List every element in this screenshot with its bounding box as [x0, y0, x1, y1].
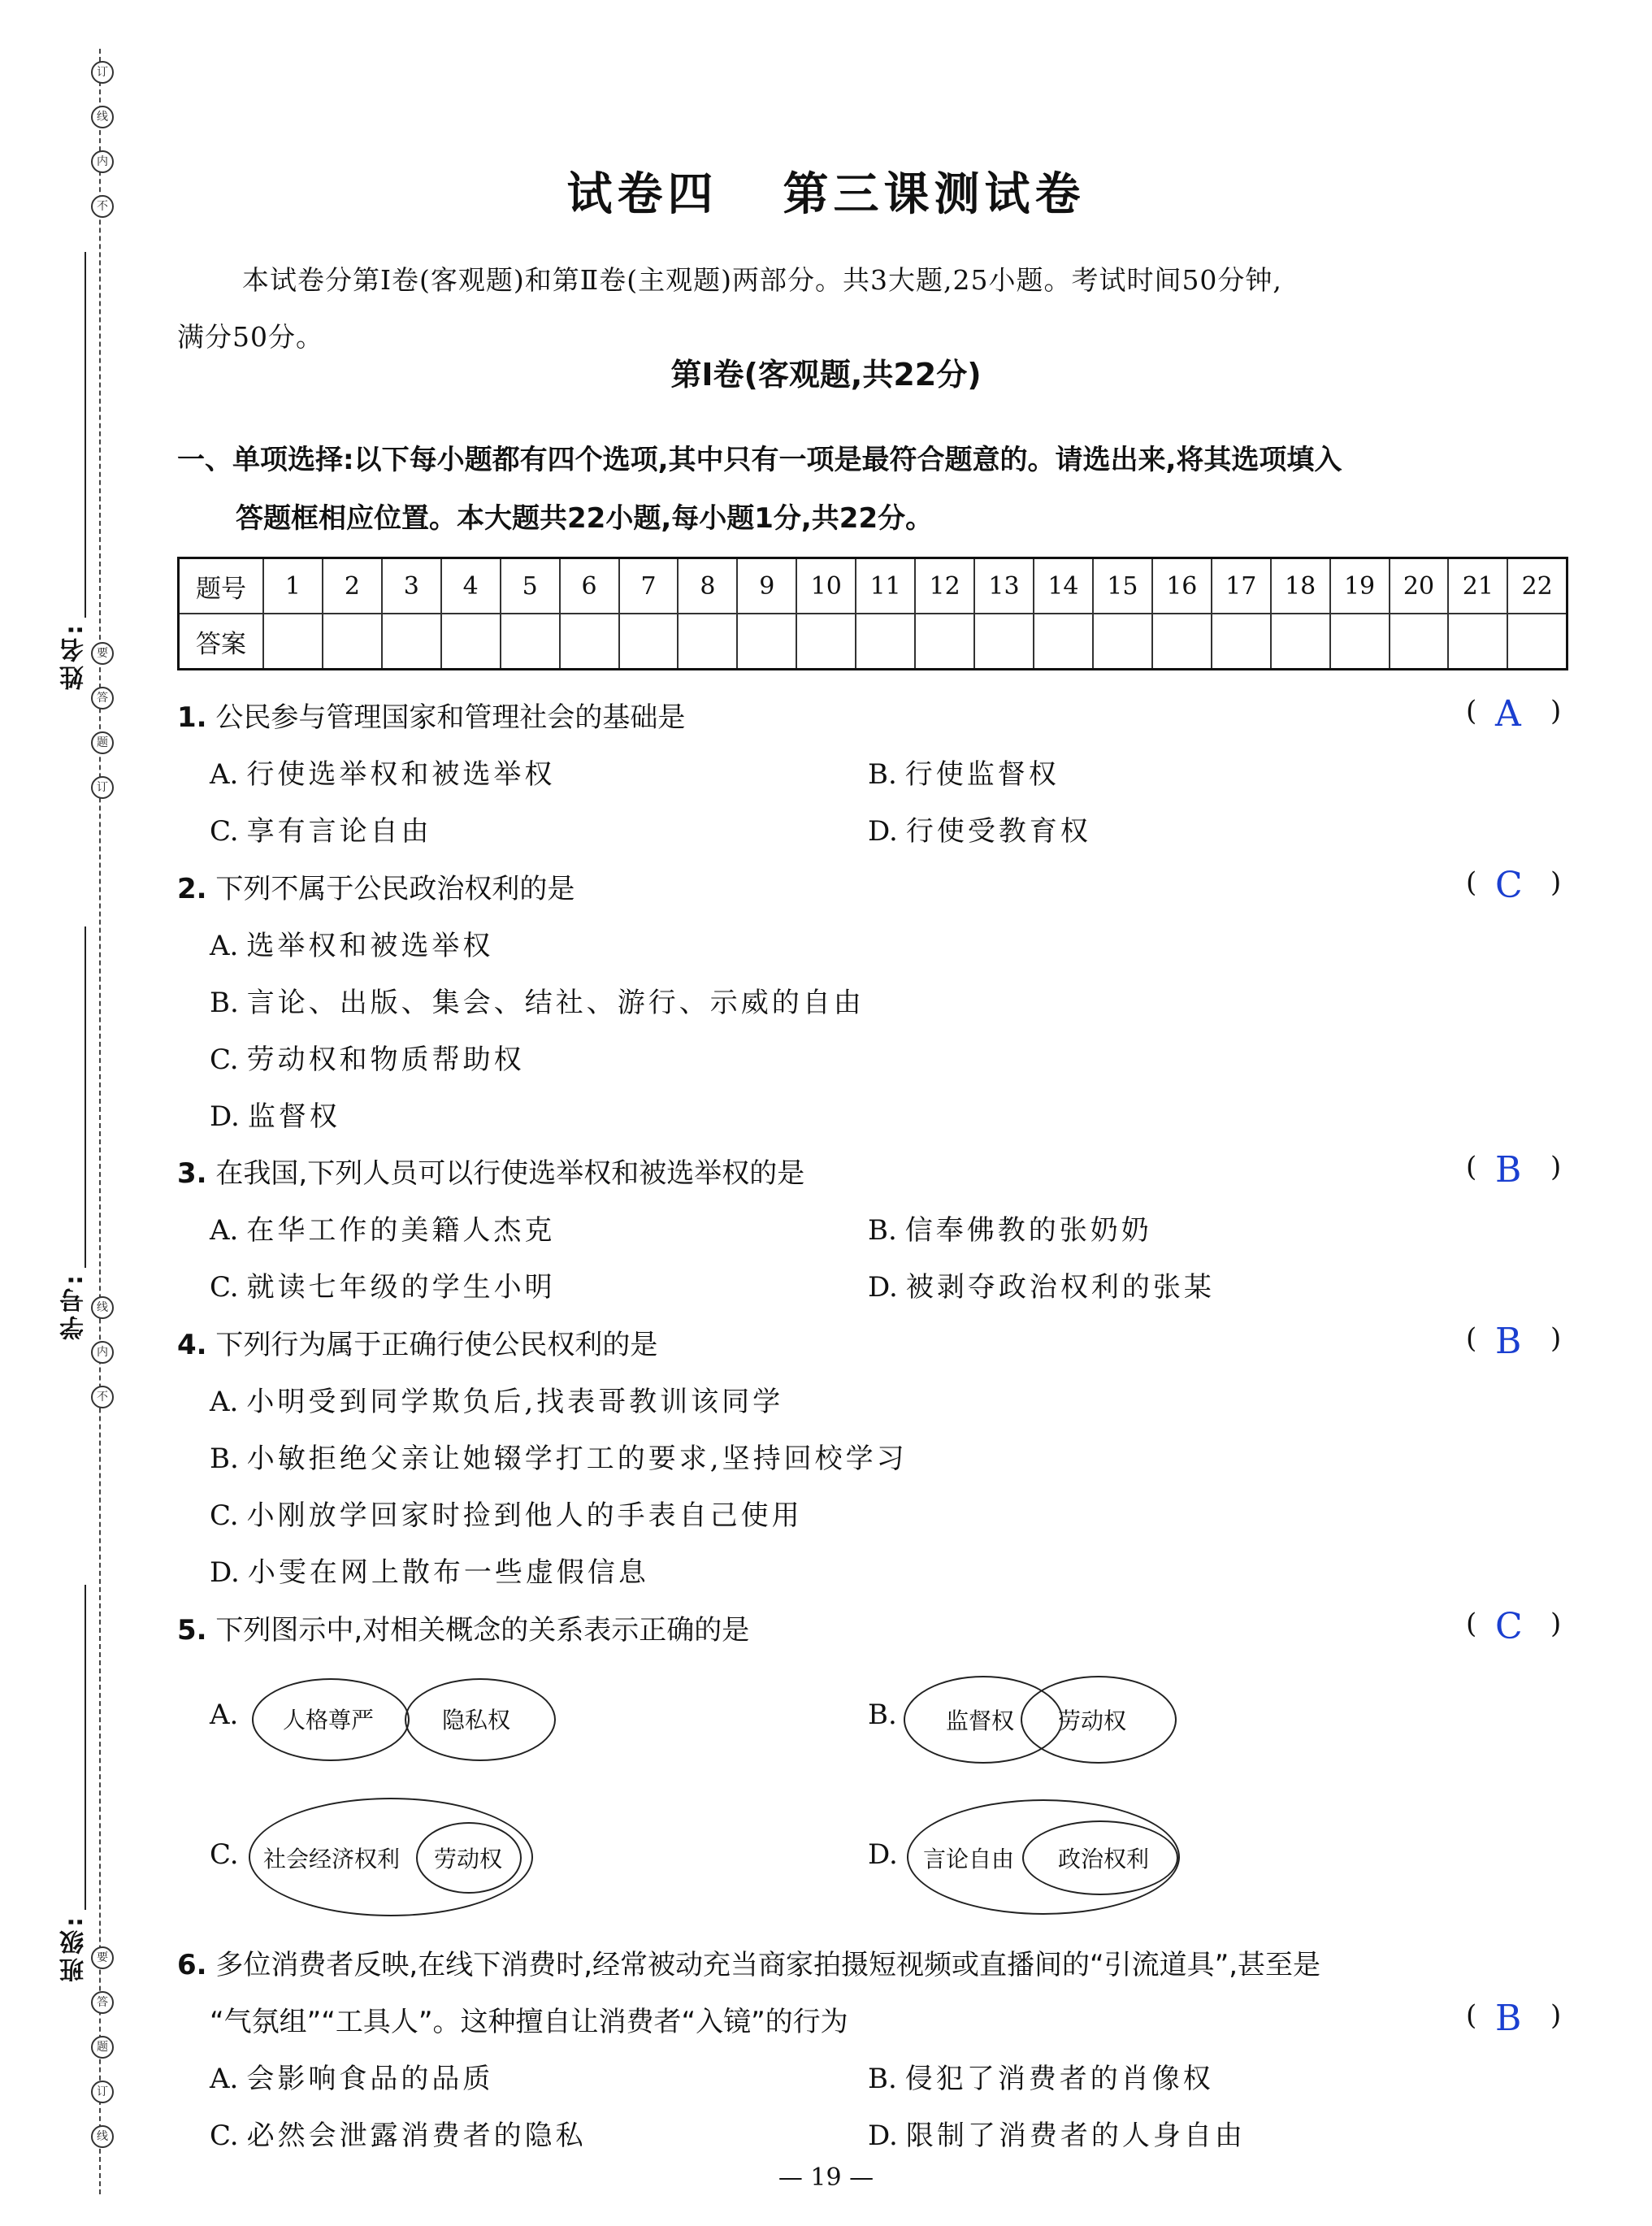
question-number-cell: 20 [1390, 558, 1449, 614]
q2-option-a: A. 选举权和被选举权 [210, 930, 494, 962]
seal-mark: 订 [91, 2081, 114, 2103]
q5-option-c-key: C. [210, 1838, 239, 1871]
title-left: 试卷四 [566, 167, 718, 221]
q5-c-outer-label: 社会经济权利 [263, 1846, 401, 1872]
q2-option-b: B. 言论、出版、集会、结社、游行、示威的自由 [210, 987, 865, 1019]
q5-option-b-key: B. [868, 1699, 897, 1731]
answer-5: C [1495, 1606, 1523, 1647]
q1-option-c: C. 享有言论自由 [210, 815, 432, 848]
q3-option-c: C. 就读七年级的学生小明 [210, 1271, 556, 1304]
answer-cell[interactable] [441, 614, 501, 670]
q5-c-inner-label: 劳动权 [434, 1846, 503, 1872]
q6-option-c: C. 必然会泄露消费者的隐私 [210, 2120, 587, 2152]
seal-mark: 内 [91, 150, 114, 173]
question-number-cell: 7 [619, 558, 679, 614]
question-6-stem-line-1: 多位消费者反映,在线下消费时,经常被动充当商家拍摄短视频或直播间的“引流道具”,甚至是 [215, 1949, 1321, 1981]
section1-line-1: 一、单项选择:以下每小题都有四个选项,其中只有一项是最符合题意的。请选出来,将其选项填入 [177, 444, 1342, 476]
answer-cell[interactable] [1212, 614, 1271, 670]
intro-line-2: 满分50分。 [177, 321, 323, 353]
question-number-cell: 2 [323, 558, 382, 614]
answer-header: 答案 [179, 614, 264, 670]
q3-option-d: D. 被剥夺政治权利的张某 [868, 1271, 1215, 1304]
id-blank-line [85, 926, 86, 1268]
q3-option-b: B. 信奉佛教的张奶奶 [868, 1214, 1152, 1247]
answer-cell[interactable] [856, 614, 915, 670]
q4-option-a: A. 小明受到同学欺负后,找表哥教训该同学 [210, 1386, 784, 1418]
question-number-cell: 14 [1034, 558, 1093, 614]
answer-cell[interactable] [501, 614, 560, 670]
seal-mark: 不 [91, 195, 114, 218]
answer-cell[interactable] [1093, 614, 1152, 670]
answer-cell[interactable] [560, 614, 619, 670]
section1-line-2: 答题框相应位置。本大题共22小题,每小题1分,共22分。 [236, 502, 934, 535]
question-number-cell: 15 [1093, 558, 1152, 614]
q5-b-right-label: 劳动权 [1058, 1707, 1127, 1734]
question-3-stem: 在我国,下列人员可以行使选举权和被选举权的是 [215, 1157, 805, 1190]
answer-cell[interactable] [1152, 614, 1212, 670]
question-number-cell: 19 [1330, 558, 1390, 614]
question-3: 3. 在我国,下列人员可以行使选举权和被选举权的是 [177, 1157, 805, 1190]
question-number-cell: 3 [382, 558, 441, 614]
q4-option-c: C. 小刚放学回家时捡到他人的手表自己使用 [210, 1499, 803, 1532]
page-title [0, 158, 1652, 223]
q1-option-d: D. 行使受教育权 [868, 815, 1091, 848]
q1-option-b: B. 行使监督权 [868, 758, 1060, 791]
seal-mark: 内 [91, 1341, 114, 1364]
question-2-stem: 下列不属于公民政治权利的是 [215, 873, 575, 905]
question-number-cell: 12 [915, 558, 974, 614]
q6-option-d: D. 限制了消费者的人身自由 [868, 2120, 1246, 2152]
q5-d-inner-label: 政治权利 [1058, 1846, 1150, 1872]
q5-option-a-key: A. [210, 1699, 239, 1731]
question-number-cell: 13 [974, 558, 1034, 614]
answer-cell[interactable] [323, 614, 382, 670]
q6-option-a: A. 会影响食品的品质 [210, 2063, 494, 2095]
q1-option-a: A. 行使选举权和被选举权 [210, 758, 556, 791]
part1-title: 第Ⅰ卷(客观题,共22分) [670, 357, 982, 393]
answer-cell[interactable] [678, 614, 737, 670]
q5-a-right-label: 隐私权 [442, 1707, 511, 1734]
q5-d-outer-label: 言论自由 [923, 1846, 1015, 1872]
intro-line-1: 本试卷分第Ⅰ卷(客观题)和第Ⅱ卷(主观题)两部分。共3大题,25小题。考试时间50分钟, [242, 264, 1282, 296]
answer-table-answer-row [179, 614, 1567, 670]
answer-cell[interactable] [796, 614, 856, 670]
answer-2: C [1495, 865, 1523, 906]
q5-a-left-label: 人格尊严 [283, 1707, 375, 1734]
answer-cell[interactable] [1271, 614, 1330, 670]
question-5-stem: 下列图示中,对相关概念的关系表示正确的是 [215, 1614, 750, 1647]
question-number-cell: 16 [1152, 558, 1212, 614]
question-number-cell: 21 [1448, 558, 1507, 614]
seal-mark: 线 [91, 106, 114, 128]
seal-mark: 订 [91, 776, 114, 799]
q5-option-d-key: D. [868, 1838, 898, 1871]
question-4-stem: 下列行为属于正确行使公民权利的是 [215, 1329, 658, 1361]
seal-mark: 不 [91, 1386, 114, 1408]
question-6-stem-line-2: “气氛组”“工具人”。这种擅自让消费者“入镜”的行为 [210, 2006, 848, 2038]
answer-paren-4: ( B ) [1466, 1321, 1562, 1362]
number-header: 题号 [179, 558, 264, 614]
question-number-cell: 8 [678, 558, 737, 614]
question-number-cell: 6 [560, 558, 619, 614]
question-number-cell: 10 [796, 558, 856, 614]
question-number-cell: 1 [263, 558, 323, 614]
seal-mark: 线 [91, 1296, 114, 1319]
answer-paren-1: ( A ) [1466, 693, 1562, 735]
q3-option-a: A. 在华工作的美籍人杰克 [210, 1214, 556, 1247]
answer-cell[interactable] [1330, 614, 1390, 670]
page-number: — 19 — [778, 2163, 874, 2192]
answer-1: A [1495, 693, 1521, 735]
answer-cell[interactable] [619, 614, 679, 670]
seal-mark: 题 [91, 2036, 114, 2059]
answer-table-number-row [179, 558, 1567, 614]
question-number-cell: 5 [501, 558, 560, 614]
question-number-cell: 11 [856, 558, 915, 614]
question-number-cell: 4 [441, 558, 501, 614]
title-right: 第三课测试卷 [783, 167, 1086, 221]
seal-mark: 答 [91, 687, 114, 709]
answer-cell[interactable] [1448, 614, 1507, 670]
answer-paren-5: ( C ) [1466, 1606, 1562, 1647]
answer-cell[interactable] [1390, 614, 1449, 670]
question-5: 5. 下列图示中,对相关概念的关系表示正确的是 [177, 1614, 750, 1647]
seal-mark: 订 [91, 61, 114, 84]
answer-cell[interactable] [1507, 614, 1567, 670]
answer-cell[interactable] [263, 614, 323, 670]
answer-paren-3: ( B ) [1466, 1149, 1562, 1191]
section1-instructions [177, 431, 1575, 548]
seal-mark: 线 [91, 2125, 114, 2148]
question-number-cell: 22 [1507, 558, 1567, 614]
question-4: 4. 下列行为属于正确行使公民权利的是 [177, 1329, 658, 1361]
question-1: 1. 公民参与管理国家和管理社会的基础是 [177, 701, 686, 734]
name-blank-line [85, 252, 86, 618]
answer-paren-2: ( C ) [1466, 865, 1562, 906]
class-blank-line [85, 1585, 86, 1910]
answer-table [177, 557, 1568, 670]
answer-cell[interactable] [1034, 614, 1093, 670]
answer-cell[interactable] [737, 614, 796, 670]
answer-cell[interactable] [382, 614, 441, 670]
class-label: 班级: [60, 1914, 89, 1982]
question-1-stem: 公民参与管理国家和管理社会的基础是 [215, 701, 686, 734]
answer-3: B [1495, 1149, 1522, 1191]
q5-b-left-label: 监督权 [946, 1707, 1015, 1734]
intro-text [177, 252, 1559, 366]
name-label: 姓名: [60, 622, 89, 690]
q4-option-d: D. 小雯在网上散布一些虚假信息 [210, 1556, 649, 1589]
q2-option-d: D. 监督权 [210, 1100, 340, 1133]
id-label: 学号: [60, 1272, 89, 1340]
answer-6: B [1495, 1998, 1522, 2039]
q6-option-b: B. 侵犯了消费者的肖像权 [868, 2063, 1214, 2095]
q4-option-b: B. 小敏拒绝父亲让她辍学打工的要求,坚持回校学习 [210, 1443, 908, 1475]
question-number-cell: 18 [1271, 558, 1330, 614]
question-number-cell: 17 [1212, 558, 1271, 614]
answer-paren-6: ( B ) [1466, 1998, 1562, 2039]
answer-4: B [1495, 1321, 1522, 1362]
question-2: 2. 下列不属于公民政治权利的是 [177, 873, 575, 905]
seal-mark: 题 [91, 731, 114, 754]
seal-mark: 要 [91, 1946, 114, 1969]
question-6: 6. 多位消费者反映,在线下消费时,经常被动充当商家拍摄短视频或直播间的“引流道具”,甚至是 [177, 1949, 1321, 1981]
question-number-cell: 9 [737, 558, 796, 614]
seal-mark: 要 [91, 642, 114, 665]
q2-option-c: C. 劳动权和物质帮助权 [210, 1044, 525, 1076]
answer-cell[interactable] [974, 614, 1034, 670]
answer-cell[interactable] [915, 614, 974, 670]
seal-mark: 答 [91, 1991, 114, 2014]
